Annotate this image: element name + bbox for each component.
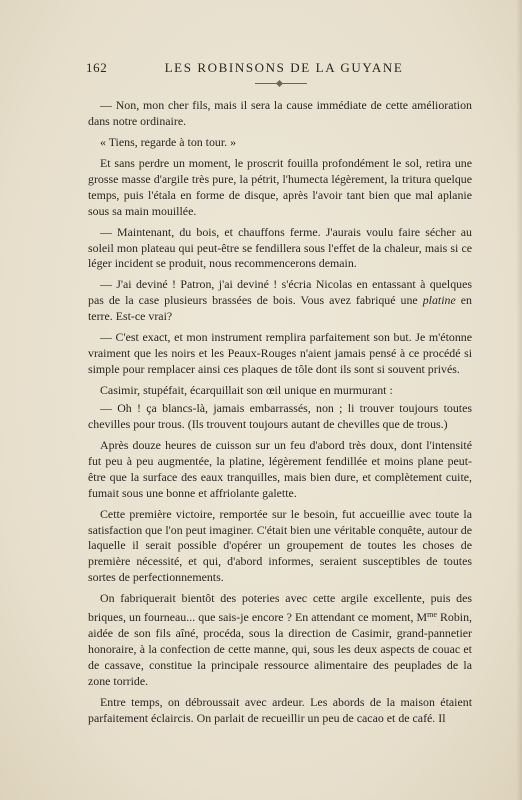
- paragraph-9: Après douze heures de cuisson sur un feu d'abord très doux, dont l'intensité fut peu à peu augmentée, la platine, légèrement fendillée et moins plane peut-être que la surface des eaux tranquilles, mais bien dure, et complètement cuite, fumait sous une bonne et affriolante galette.: [88, 437, 472, 500]
- paragraph-1: — Non, mon cher fils, mais il sera la cause immédiate de cette amélioration dans notre ordinaire.: [88, 98, 472, 128]
- running-title: LES ROBINSONS DE LA GUYANE: [164, 60, 404, 75]
- paragraph-3: Et sans perdre un moment, le proscrit fouilla profondément le sol, retira une grosse masse d'argile très pure, la pétrit, l'humecta légèrement, la tritura quelque temps, puis l'étala en forme de disque, après l'avoir tant bien que mal aplanie sous sa main mouillée.: [88, 155, 472, 218]
- abbreviation-superscript: me: [427, 610, 437, 620]
- paragraph-7: Casimir, stupéfait, écarquillait son œil unique en murmurant :: [100, 383, 393, 398]
- paragraph-11: [88, 591, 472, 689]
- page-edge-shadow: [516, 0, 522, 800]
- page-number: 162: [86, 60, 108, 75]
- running-head: [86, 60, 472, 78]
- paragraph-4: — Maintenant, du bois, et chauffons ferme. J'aurais voulu faire sécher au soleil mon plateau qui peut-être se fendillera sous l'effet de la chaleur, mais si ce léger incident se produit, nous recommencerons demain.: [88, 224, 472, 271]
- header-ornament-rule: [255, 83, 307, 84]
- paragraph-5: [88, 277, 472, 325]
- paragraph-5-text-end: en terre. Est-ce vrai?: [88, 293, 472, 324]
- paragraph-10: Cette première victoire, remportée sur le besoin, fut accueillie avec toute la satisfaction que l'on peut imaginer. C'était bien une véritable conquête, autour de laquelle il serait possible d'opérer un groupement de toutes les choses de première nécessité, et qui, d'abord informes, seraient susceptibles de toutes sortes de perfectionnements.: [88, 506, 472, 585]
- paragraph-2: « Tiens, regarde à ton tour. »: [100, 134, 237, 149]
- paragraph-11-rest: Robin, aidée de son fils aîné, procéda, sous la direction de Casimir, grand-pannetier honoraire, à la confection de cette manne, qui, sous les deux aspects de couac et de cassave, constitue la principale ressource alimentaire des peuplades de la zone torride.: [88, 610, 472, 688]
- paragraph-11-start: On fabriquerait bientôt des poteries avec cette argile excellente, puis des briques, un fourneau... que sais-je encore ? En attendant ce moment, M: [88, 591, 472, 625]
- paragraph-6: — C'est exact, et mon instrument remplira parfaitement son but. Je m'étonne vraiment que les noirs et les Peaux-Rouges n'aient jamais pensé à ce procédé si simple pour remplacer ainsi ces plaques de tôle dont ils sont si souvent privés.: [88, 330, 472, 377]
- paragraph-12: Entre temps, on débroussait avec ardeur. Les abords de la maison étaient parfaitement éclaircis. On parlait de recueillir un peu de cacao et de café. Il: [88, 694, 472, 725]
- italic-word: platine: [422, 293, 456, 308]
- paragraph-5-text: — J'ai deviné ! Patron, j'ai deviné ! s'écria Nicolas en entassant à quelques pas de la case plusieurs brassées de bois. Vous avez fabriqué une: [88, 277, 472, 308]
- body-text: [88, 98, 472, 732]
- paragraph-8: — Oh ! ça blancs-là, jamais embarrassés, non ; li trouver toujours toutes chevilles pour trous. (Ils trouvent toujours autant de chevilles que de trous.): [88, 400, 472, 431]
